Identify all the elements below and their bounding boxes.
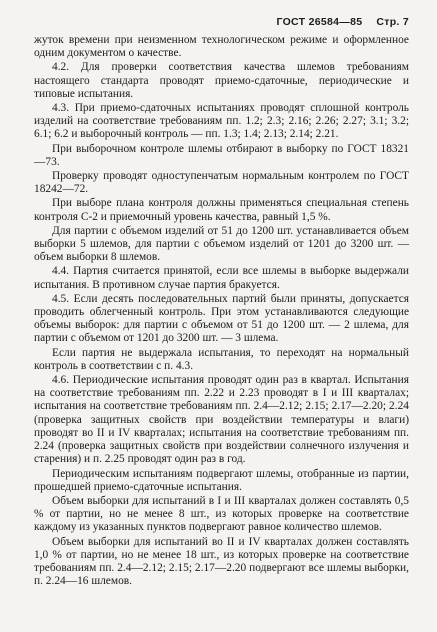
paragraph: При выборе плана контроля должны применяться специальная степень контроля С-2 и приемочный уровень качества, равный 1,5 %.: [34, 197, 409, 223]
paragraph: жуток времени при неизменном технологическом режиме и оформленное одним документом о качестве.: [34, 34, 409, 60]
paragraph: 4.6. Периодические испытания проводят один раз в квартал. Испытания на соответствие требованиям пп. 2.22 и 2.23 проводят в I и III кварталах; испытания на соответствие требованиям пп. 2.4—2.12; 2.15; 2.17—2.20; 2.24 (проверка защитных свойств при воздействии температуры и влаги) проводят во II и IV кварталах; испытания на соответствие требованиям пп. 2.24 (проверка защитных свойств при воздействии солнечного излучения и старения) и п. 2.25 проводят один раз в год.: [34, 374, 409, 466]
page-number: Стр. 7: [376, 16, 409, 28]
paragraph: Объем выборки для испытаний во II и IV кварталах должен составлять 1,0 % от партии, но не менее 18 шт., из которых проверке на соответствие требованиям пп. 2.4—2.12; 2.15; 2.17—2.20 подвергают все шлемы выборки, п. 2.24—16 шлемов.: [34, 535, 409, 588]
paragraph: Для партии с объемом изделий от 51 до 1200 шт. устанавливается объем выборки 5 шлемов, для партии с объемом изделий от 1201 до 3200 шт. — объем выборки 8 шлемов.: [34, 224, 409, 264]
paragraph: Объем выборки для испытаний в I и III кварталах должен составлять 0,5 % от партии, но не менее 8 шт., из которых проверке на соответствие каждому из указанных пунктов подвергают равное количество шлемов.: [34, 494, 409, 534]
document-body: [34, 34, 409, 588]
paragraph: Проверку проводят одноступенчатым нормальным контролем по ГОСТ 18242—72.: [34, 170, 409, 196]
paragraph: Если партия не выдержала испытания, то переходят на нормальный контроль в соответствии с п. 4.3.: [34, 346, 409, 372]
paragraph: 4.5. Если десять последовательных партий были приняты, допускается проводить облегченный контроль. При этом устанавливаются следующие объемы выборок: для партии с объемом от 51 до 1200 шт. — 2 шлема, для партии с объемом от 1201 до 3200 шт. — 3 шлема.: [34, 292, 409, 345]
page-header: [34, 16, 409, 28]
paragraph: Периодическим испытаниям подвергают шлемы, отобранные из партии, прошедшей приемо-сдаточные испытания.: [34, 467, 409, 493]
paragraph: 4.4. Партия считается принятой, если все шлемы в выборке выдержали испытания. В противном случае партия бракуется.: [34, 265, 409, 291]
standard-number: ГОСТ 26584—85: [276, 16, 363, 28]
paragraph: При выборочном контроле шлемы отбирают в выборку по ГОСТ 18321—73.: [34, 142, 409, 168]
paragraph: 4.2. Для проверки соответствия качества шлемов требованиям настоящего стандарта проводят приемо-сдаточные, периодические и типовые испытания.: [34, 61, 409, 100]
paragraph: 4.3. При приемо-сдаточных испытаниях проводят сплошной контроль изделий на соответствие требованиям пп. 1.2; 2.3; 2.16; 2.26; 2.27; 3.1; 3.2; 6.1; 6.2 и выборочный контроль — пп. 1.3; 1.4; 2.13; 2.14; 2.21.: [34, 102, 409, 141]
